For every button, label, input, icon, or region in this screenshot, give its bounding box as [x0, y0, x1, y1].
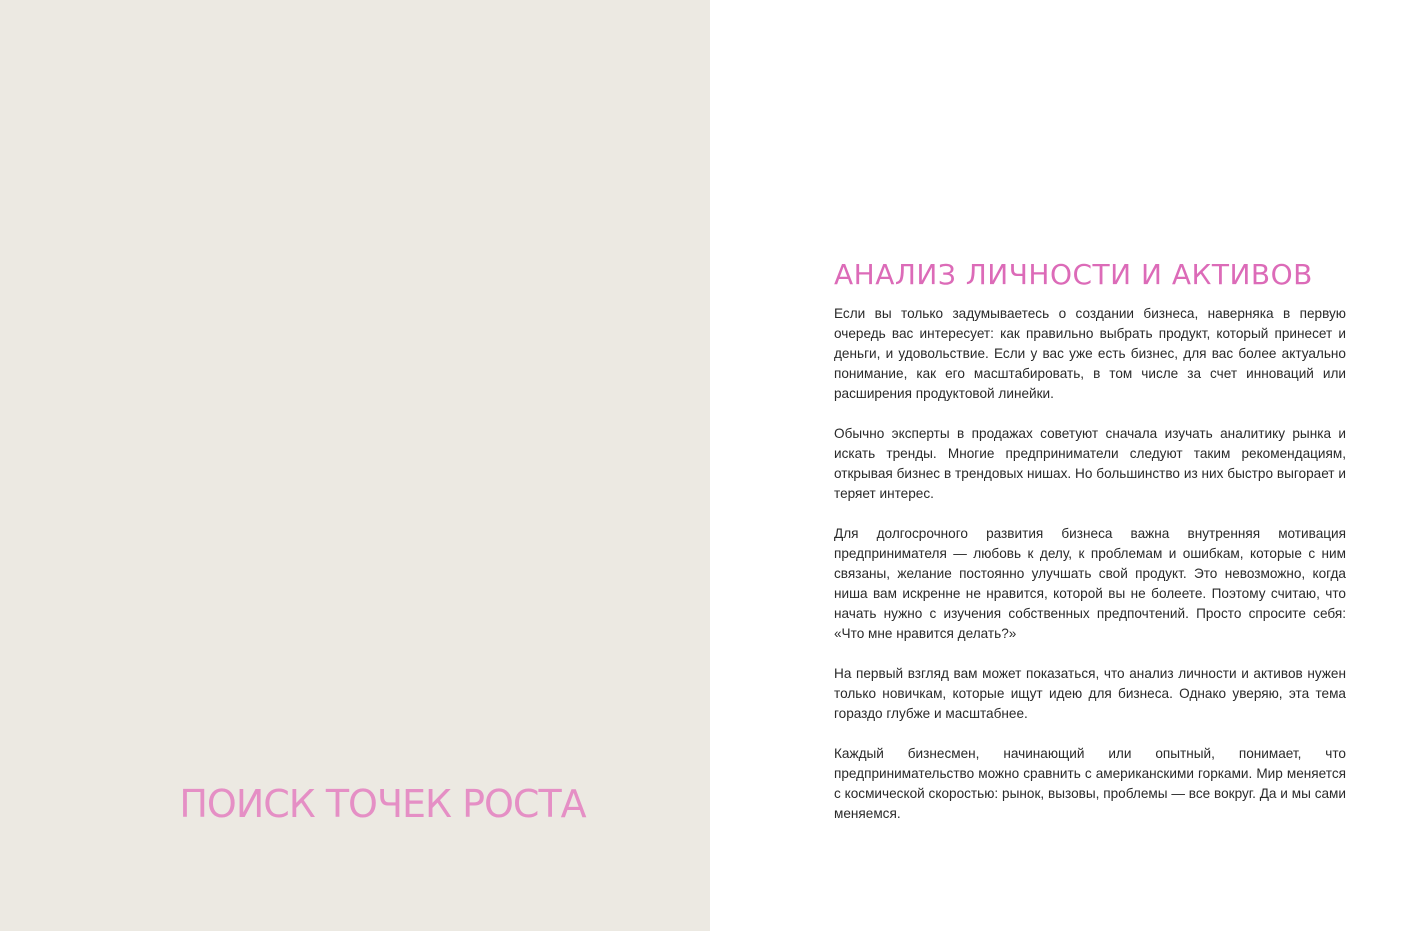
section-title: АНАЛИЗ ЛИЧНОСТИ И АКТИВОВ: [834, 258, 1313, 291]
right-page: [710, 0, 1412, 931]
paragraph-3: Для долгосрочного развития бизнеса важна внутренняя мотивация предпринимателя — любовь к делу, к проблемам и ошибкам, которые с ним связаны, желание постоянно улучшать свой продукт. Это невозможно, когда ниша вам искренне не нравится, которой вы не болеете. Поэтому считаю, что начать нужно с изучения собственных предпочтений. Просто спросите себя: «Что мне нравится делать?»: [834, 526, 1346, 641]
section-body: [834, 258, 1346, 844]
chapter-title: ПОИСК ТОЧЕК РОСТА: [179, 782, 586, 826]
paragraph-5: Каждый бизнесмен, начинающий или опытный, понимает, что предпринимательство можно сравнить с американскими горками. Мир меняется с космической скоростью: рынок, вызовы, проблемы — все вокруг. Да и мы сами меняемся.: [834, 746, 1346, 821]
paragraph-2: Обычно эксперты в продажах советуют сначала изучать аналитику рынка и искать тренды. Многие предприниматели следуют таким рекомендациям, открывая бизнес в трендовых нишах. Но большинство из них быстро выгорает и теряет интерес.: [834, 426, 1346, 501]
paragraph-1: Если вы только задумываетесь о создании бизнеса, наверняка в первую очередь вас интересует: как правильно выбрать продукт, который принесет и деньги, и удовольствие. Если у вас уже есть бизнес, для вас более актуально понимание, как его масштабировать, в том числе за счет инноваций или расширения продуктовой линейки.: [834, 306, 1346, 401]
paragraph-4: На первый взгляд вам может показаться, что анализ личности и активов нужен только новичкам, которые ищут идею для бизнеса. Однако уверяю, эта тема гораздо глубже и масштабнее.: [834, 666, 1346, 721]
